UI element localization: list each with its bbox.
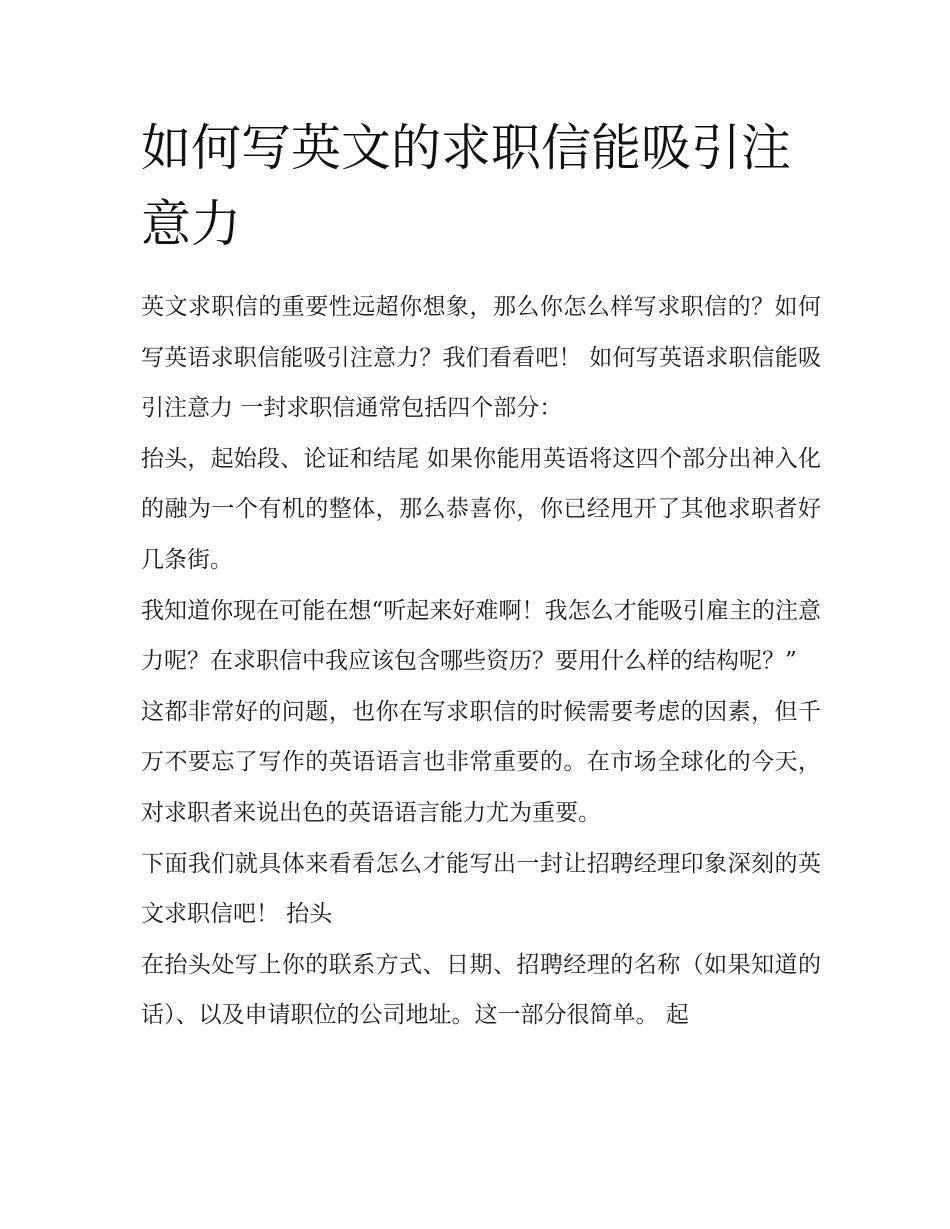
paragraph-language-importance: 这都非常好的问题，也你在写求职信的时候需要考虑的因素，但千万不要忘了写作的英语语言也非常重要的。在市场全球化的今天，对求职者来说出色的英语语言能力尤为重要。 (141, 698, 821, 826)
paragraph-how-to: 下面我们就具体来看看怎么才能写出一封让招聘经理印象深刻的英文求职信吧！ 抬头 (141, 850, 821, 928)
paragraph-four-parts: 抬头，起始段、论证和结尾 如果你能用英语将这四个部分出神入化的融为一个有机的整体，那么恭喜你，你已经甩开了其他求职者好几条街。 (141, 445, 821, 573)
document-page (141, 110, 821, 1041)
paragraph-intro: 英文求职信的重要性远超你想象，那么你怎么样写求职信的？如何写英语求职信能吸引注意力？我们看看吧！ 如何写英语求职信能吸引注意力 一封求职信通常包括四个部分： (141, 294, 821, 422)
paragraph-reader-question: 我知道你现在可能在想“听起来好难啊！我怎么才能吸引雇主的注意力呢？在求职信中我应该包含哪些资历？要用什么样的结构呢？” (141, 597, 821, 675)
paragraph-header-section: 在抬头处写上你的联系方式、日期、招聘经理的名称（如果知道的话）、以及申请职位的公司地址。这一部分很简单。 起 (141, 951, 821, 1029)
document-body (141, 282, 821, 1041)
document-title: 如何写英文的求职信能吸引注意力 (141, 119, 791, 253)
